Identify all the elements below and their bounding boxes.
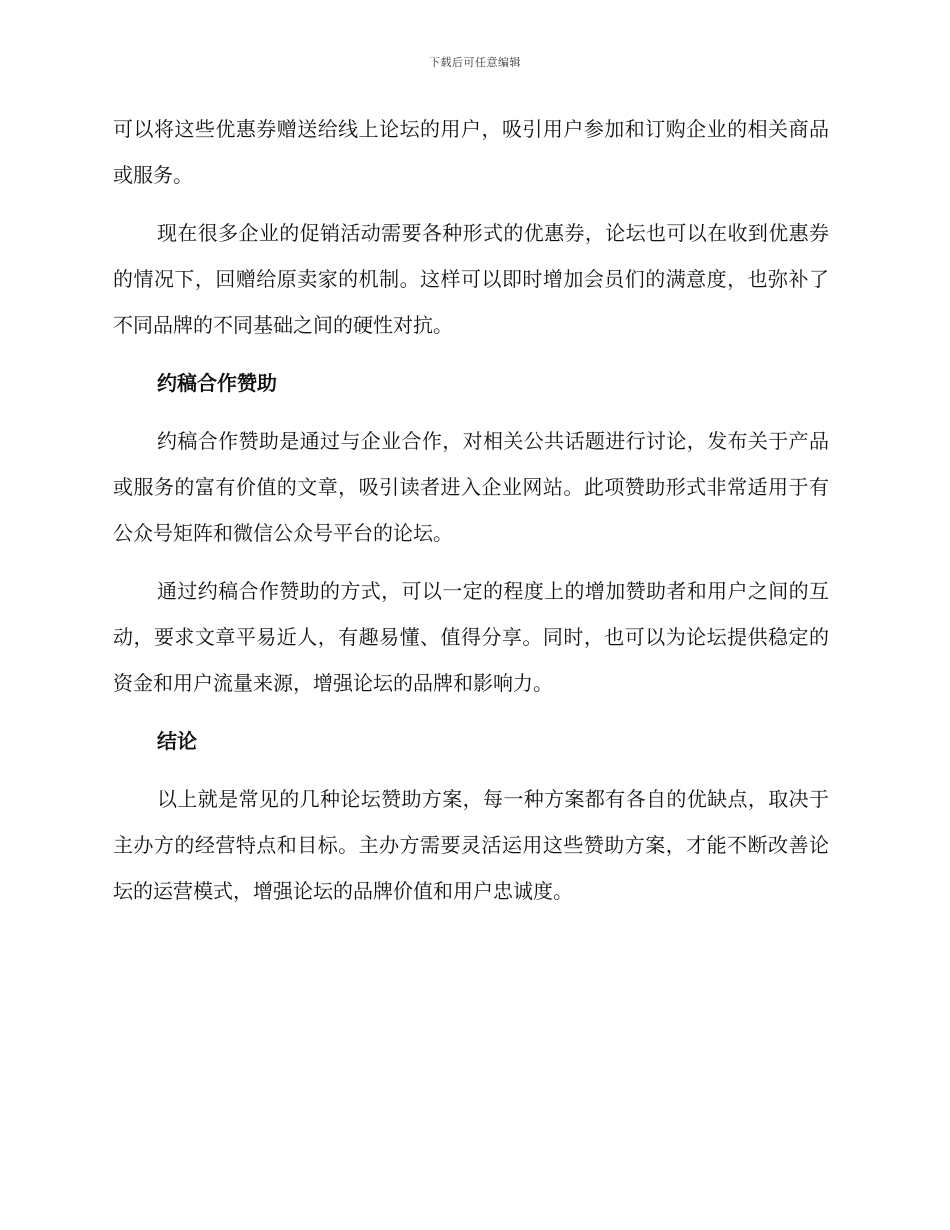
paragraph-commissioned-benefits: 通过约稿合作赞助的方式，可以一定的程度上的增加赞助者和用户之间的互动，要求文章平易近人，有趣易懂、值得分享。同时，也可以为论坛提供稳定的资金和用户流量来源，增强论坛的品牌和影响力。 xyxy=(113,579,829,695)
section-heading-conclusion: 结论 xyxy=(157,729,197,753)
paragraph-conclusion: 以上就是常见的几种论坛赞助方案，每一种方案都有各自的优缺点，取决于主办方的经营特点和目标。主办方需要灵活运用这些赞助方案，才能不断改善论坛的运营模式，增强论坛的品牌价值和用户忠诚度。 xyxy=(113,787,829,903)
section-heading-commissioned-sponsorship: 约稿合作赞助 xyxy=(157,371,277,395)
header-note: 下载后可任意编辑 xyxy=(429,56,521,69)
paragraph-coupon-continuation: 可以将这些优惠券赠送给线上论坛的用户，吸引用户参加和订购企业的相关商品或服务。 xyxy=(113,117,829,187)
paragraph-coupon-promotion: 现在很多企业的促销活动需要各种形式的优惠券，论坛也可以在收到优惠券的情况下，回赠给原卖家的机制。这样可以即时增加会员们的满意度，也弥补了不同品牌的不同基础之间的硬性对抗。 xyxy=(113,221,829,337)
document-body xyxy=(113,106,829,926)
paragraph-commissioned-definition: 约稿合作赞助是通过与企业合作，对相关公共话题进行讨论，发布关于产品或服务的富有价值的文章，吸引读者进入企业网站。此项赞助形式非常适用于有公众号矩阵和微信公众号平台的论坛。 xyxy=(113,429,829,545)
